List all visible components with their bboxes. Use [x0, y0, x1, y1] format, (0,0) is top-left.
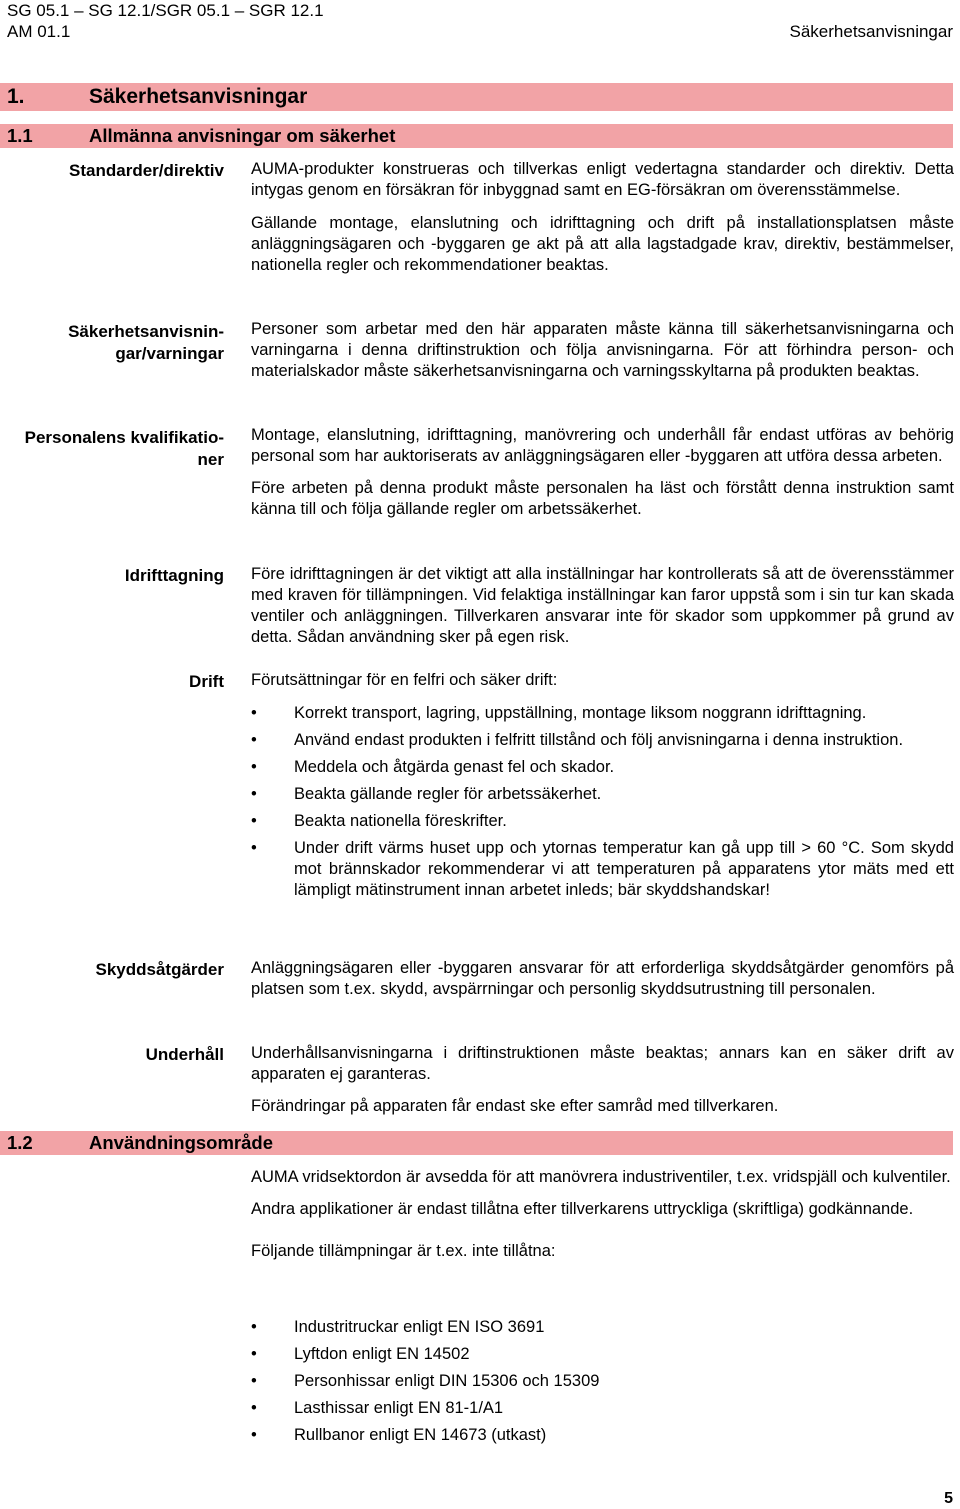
standards-paragraph-1: AUMA-produkter konstrueras och tillverkas enligt vedertagna standarder och direktiv. Detta intygas genom en försäkran för inbyggnad samt en EG-försäkran om överensstämmelse.	[251, 160, 954, 199]
list-item: • Lyftdon enligt EN 14502	[251, 1345, 470, 1363]
protection-text	[251, 958, 954, 1000]
bullet-icon: •	[251, 785, 257, 803]
operation-label: Drift	[189, 672, 224, 691]
qualification-paragraph-2: Före arbeten på denna produkt måste personalen ha läst och förstått denna instruktion samt känna till och följa gällande regler om arbetssäkerhet.	[251, 479, 954, 518]
list-item: • Lasthissar enligt EN 81-1/A1	[251, 1399, 504, 1417]
warnings-label	[0, 321, 224, 365]
standards-paragraph-2: Gällande montage, elanslutning och idrifttagning och drift på installationsplatsen måste anläggningsägaren och -byggaren ge akt på att alla lagstadgade krav, direktiv, bestämmelser, nationella regler och rekommendationer beaktas.	[251, 214, 954, 274]
section-1-1-number: 1.1	[7, 125, 33, 146]
doc-id-line2: AM 01.1	[7, 22, 71, 41]
bullet-icon: •	[251, 1318, 257, 1336]
list-item: • Korrekt transport, lagring, uppställning, montage liksom noggrann idrifttagning.	[251, 704, 867, 722]
bullet-icon: •	[251, 1345, 257, 1363]
maintenance-label: Underhåll	[145, 1045, 224, 1064]
section-1-2-heading	[0, 1131, 953, 1155]
bullet-icon: •	[251, 1372, 257, 1390]
bullet-icon: •	[251, 1399, 257, 1417]
section-1-2-number: 1.2	[7, 1132, 33, 1153]
bullet-icon: •	[251, 839, 257, 857]
maintenance-text	[251, 1043, 954, 1117]
usage-paragraph-3: Följande tillämpningar är t.ex. inte tillåtna:	[251, 1242, 556, 1260]
doc-id-line1: SG 05.1 – SG 12.1/SGR 05.1 – SGR 12.1	[7, 1, 324, 20]
operation-bullet-list	[251, 703, 954, 901]
bullet-icon: •	[251, 758, 257, 776]
standards-text	[251, 159, 954, 276]
maintenance-paragraph-2: Förändringar på apparaten får endast ske efter samråd med tillverkaren.	[251, 1097, 779, 1115]
qualification-text	[251, 425, 954, 520]
page-number: 5	[944, 1490, 953, 1507]
bullet-icon: •	[251, 731, 257, 749]
usage-paragraph-2: Andra applikationer är endast tillåtna efter tillverkarens uttryckliga (skriftliga) godkännande.	[251, 1200, 914, 1218]
chapter-title: Säkerhetsanvisningar	[89, 85, 308, 108]
chapter-heading	[0, 83, 953, 111]
bullet-icon: •	[251, 704, 257, 722]
list-item: • Beakta gällande regler för arbetssäkerhet.	[251, 785, 602, 803]
section-1-2-title: Användningsområde	[89, 1132, 273, 1153]
list-item: • Personhissar enligt DIN 15306 och 15309	[251, 1372, 600, 1390]
running-section-title: Säkerhetsanvisningar	[789, 22, 953, 41]
qualification-label-line1: Personalens kvalifikatio-	[24, 428, 224, 447]
section-1-1-heading	[0, 124, 953, 148]
list-item: • Rullbanor enligt EN 14673 (utkast)	[251, 1426, 547, 1444]
commissioning-label: Idrifttagning	[124, 566, 224, 585]
protection-label: Skyddsåtgärder	[95, 960, 224, 979]
bullet-icon: •	[251, 1426, 257, 1444]
operation-intro: Förutsättningar för en felfri och säker drift:	[251, 671, 558, 689]
standards-label: Standarder/direktiv	[69, 161, 224, 180]
maintenance-paragraph-1: Underhållsanvisningarna i driftinstruktionen måste beaktas; annars kan en säker drift av apparaten ej garanteras.	[251, 1044, 954, 1083]
chapter-number: 1.	[7, 85, 25, 108]
warnings-paragraph-1: Personer som arbetar med den här apparaten måste känna till säkerhetsanvisningarna och varningarna i denna driftinstruktion och följa anvisningarna. För att förhindra person- och materialskador måste säkerhetsanvisningarna och varningsskyltarna på produkten beaktas.	[251, 320, 954, 380]
usage-text	[251, 1167, 954, 1262]
list-item: • Beakta nationella föreskrifter.	[251, 812, 507, 830]
list-item: • Använd endast produkten i felfritt tillstånd och följ anvisningarna i denna instruktion.	[251, 731, 904, 749]
qualification-paragraph-1: Montage, elanslutning, idrifttagning, manövrering och underhåll får endast utföras av behörig personal som har auktoriserats av anläggningsägaren eller -byggaren att utföra dessa arbeten.	[251, 426, 954, 465]
bullet-icon: •	[251, 812, 257, 830]
commissioning-text	[251, 564, 954, 648]
protection-paragraph-1: Anläggningsägaren eller -byggaren ansvarar för att erforderliga skyddsåtgärder genomförs på platsen som t.ex. skydd, avspärrningar och personlig skyddsutrustning till personalen.	[251, 959, 954, 998]
section-1-1-title: Allmänna anvisningar om säkerhet	[89, 125, 396, 146]
list-item: • Industritruckar enligt EN ISO 3691	[251, 1318, 545, 1336]
warnings-label-line1: Säkerhetsanvisnin-	[68, 322, 224, 341]
qualification-label	[0, 427, 224, 471]
commissioning-paragraph-1: Före idrifttagningen är det viktigt att alla inställningar har kontrollerats så att de överensstämmer med kraven för tillämpningen. Vid felaktiga inställningar kan faror uppstå som i sin tur kan skada ventiler och anläggningen. Tillverkaren ansvarar inte för skador som uppkommer på grund av detta. Sådan användning sker på egen risk.	[251, 565, 954, 646]
warnings-text	[251, 319, 954, 382]
qualification-label-line2: ner	[197, 450, 224, 469]
not-permitted-list	[251, 1317, 954, 1446]
usage-paragraph-1: AUMA vridsektordon är avsedda för att manövrera industriventiler, t.ex. vridspjäll och kulventiler.	[251, 1168, 951, 1186]
warnings-label-line2: gar/varningar	[115, 344, 224, 363]
list-item: • Under drift värms huset upp och ytornas temperatur kan gå upp till > 60 °C. Som skydd mot brännskador rekommenderar vi att temperaturen på apparatens ytor mäts med ett lämpligt mätinstrument innan arbetet inleds; bär skyddshandskar!	[251, 839, 954, 899]
list-item: • Meddela och åtgärda genast fel och skador.	[251, 758, 615, 776]
